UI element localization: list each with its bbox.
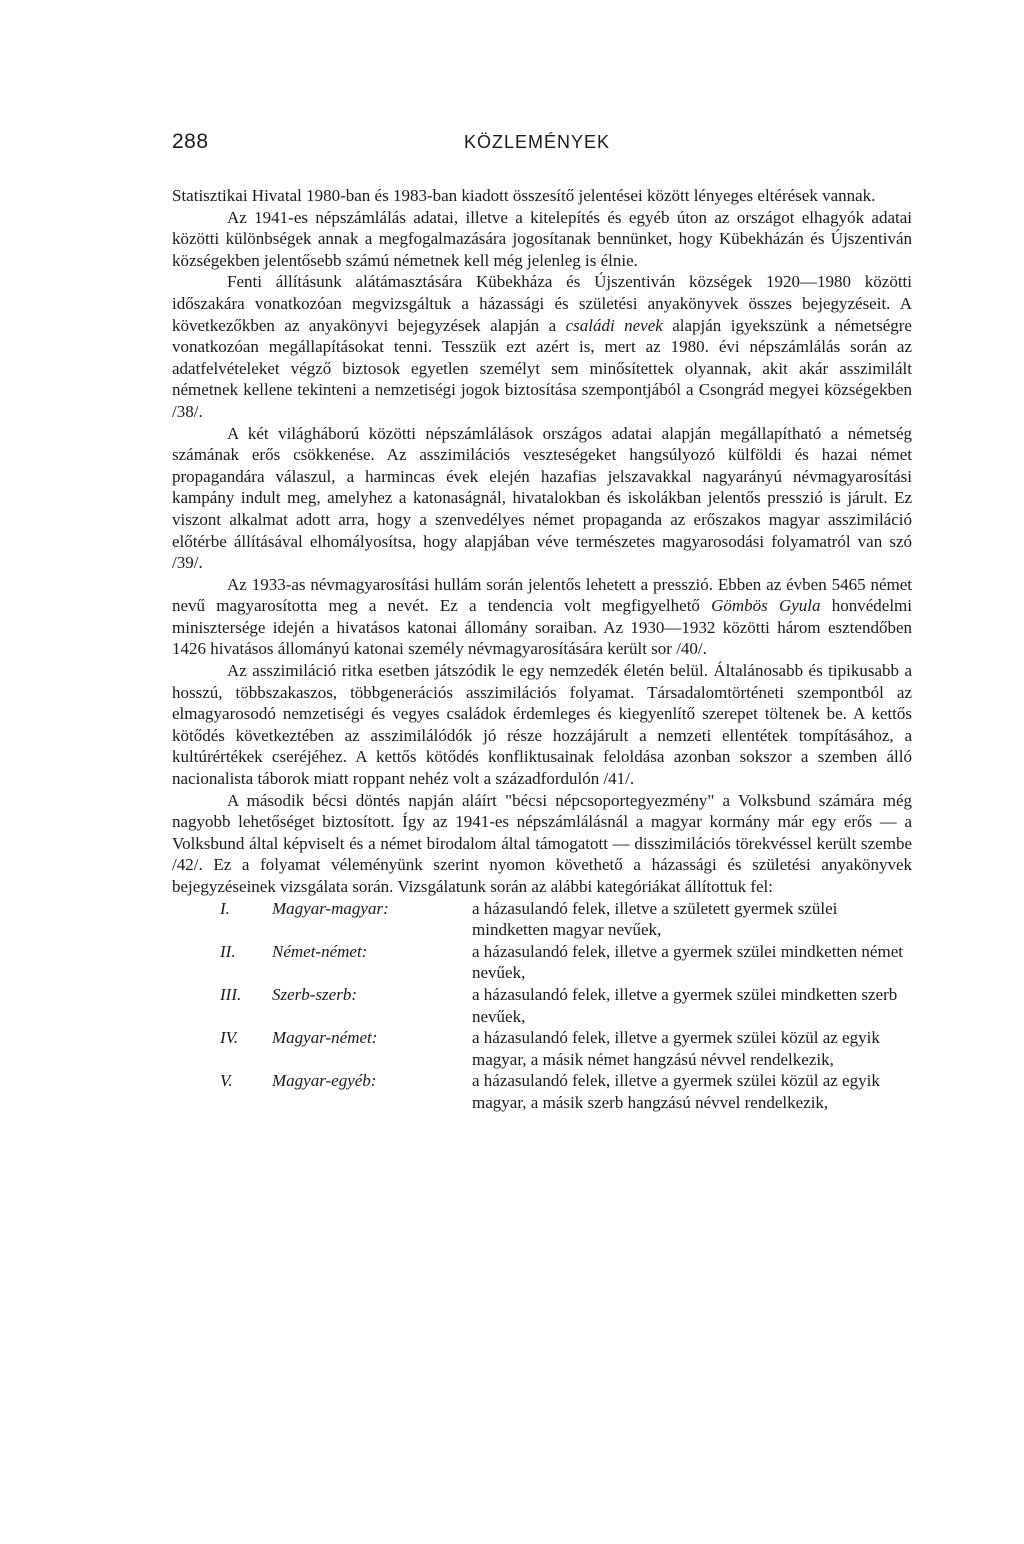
text-run: honvédelmi minisztersége idején a hivatásos katonai állomány soraiban. Az 1930—1932 közötti három esztendőben 1426 hivatásos állományú katonai személy névmagyarosítására került sor /40/. xyxy=(172,596,912,659)
category-number: V. xyxy=(220,1071,233,1091)
text-run: alapján igyekszünk a németségre vonatkozóan megállapításokat tenni. Tesszük ezt azért is, mert az 1980. évi népszámlálás során az adatfelvételeket végző biztosok egyetlen személyt sem minősítettek olyannak, akit akár asszimilált németnek kellene tekinteni a nemzetiségi jogok biztosítása szempontjából a Csongrád megyei községekben /38/. xyxy=(172,315,912,421)
category-item xyxy=(172,1027,912,1070)
category-item xyxy=(172,984,912,1027)
paragraph xyxy=(172,271,912,422)
running-head: KÖZLEMÉNYEK xyxy=(464,132,611,152)
paragraph: A második bécsi döntés napján aláírt "bécsi népcsoportegyezmény" a Volksbund számára még nagyobb lehetőséget biztosított. Így az 1941-es népszámlálásnál a magyar kormány már egy erős — a Volksbund által képviselt és a német birodalom által támogatott — disszimilációs törekvéssel került szembe /42/. Ez a folyamat véleményünk szerint nyomon követhető a házassági és születési anyakönyvek bejegyzéseinek vizsgálata során. Vizsgálatunk során az alábbi kategóriákat állítottuk fel: xyxy=(172,790,912,896)
category-name: Magyar-magyar: xyxy=(272,898,389,918)
article-body xyxy=(172,185,912,1114)
category-description: a házasulandó felek, illetve a gyermek szülei közül az egyik magyar, a másik szerb hangzású névvel rendelkezik, xyxy=(472,1071,880,1112)
category-item xyxy=(172,898,912,941)
category-name: Német-német: xyxy=(272,941,368,961)
text-run: Fenti állításunk alátámasztására Kübekháza és Újszentiván községek 1920—1980 közötti időszakára vonatkozóan megvizsgáltuk a házassági és születési anyakönyvek összes bejegyzéseit. A következőkben az anyakönyvi bejegyzések alapján a xyxy=(172,272,912,335)
page-header xyxy=(172,130,912,160)
category-description: a házasulandó felek, illetve a gyermek szülei mindketten német nevűek, xyxy=(472,941,903,983)
paragraph xyxy=(172,574,912,660)
category-list xyxy=(172,898,912,1114)
category-number: I. xyxy=(220,898,230,918)
paragraph: Az 1941-es népszámlálás adatai, illetve a kitelepítés és egyéb úton az országot elhagyók adatai közötti különbségek annak a megfogalmazására jogosítanak bennünket, hogy Kübekházán és Újszentiván községekben jelentősebb számú németnek kell még jelenleg is élnie. xyxy=(172,207,912,270)
text-run: Az 1933-as névmagyarosítási hullám során jelentős lehetett a presszió. Ebben az évben 5465 német nevű magyarosította meg a nevét. Ez a tendencia volt megfigyelhető xyxy=(172,574,912,616)
page-number: 288 xyxy=(172,130,209,153)
category-name: Szerb-szerb: xyxy=(272,984,357,1004)
category-name: Magyar-német: xyxy=(272,1028,378,1048)
category-description: a házasulandó felek, illetve a született gyermek szülei mindketten magyar nevűek, xyxy=(472,898,838,940)
category-item xyxy=(172,941,912,984)
paragraph-continued: Statisztikai Hivatal 1980-ban és 1983-ban kiadott összesítő jelentései között lényeges eltérések vannak. xyxy=(172,186,876,205)
italic-person-name: Gömbös Gyula xyxy=(711,596,821,616)
category-description: a házasulandó felek, illetve a gyermek szülei közül az egyik magyar, a másik német hangzású névvel rendelkezik, xyxy=(472,1028,880,1069)
category-name: Magyar-egyéb: xyxy=(272,1071,377,1091)
paragraph: Az asszimiláció ritka esetben játszódik le egy nemzedék életén belül. Általánosabb és tipikusabb a hosszú, többszakaszos, többgenerációs asszimilációs folyamat. Társadalomtörténeti szempontból az elmagyarosodó nemzetiségi és vegyes családok érdemleges és kiegyenlítő szerepet töltenek be. A kettős kötődés következtében az asszimilálódók jó része hozzájárult a nemzeti ellentétek tompításához, a kultúrértékek cseréjéhez. A kettős kötődés konfliktusainak feloldása azonban sokszor a szemben álló nacionalista táborok miatt roppant nehéz volt a századfordulón /41/. xyxy=(172,661,912,789)
category-number: IV. xyxy=(220,1028,239,1048)
category-number: II. xyxy=(220,941,236,961)
category-description: a házasulandó felek, illetve a gyermek szülei mindketten szerb nevűek, xyxy=(472,984,898,1026)
category-item xyxy=(172,1070,912,1113)
italic-term: családi nevek xyxy=(565,315,663,335)
paragraph: A két világháború közötti népszámlálások országos adatai alapján megállapítható a németség számának erős csökkenése. Az asszimilációs veszteségeket hangsúlyozó külföldi és hazai német propagandára válaszul, a harmincas évek elején hazafias jelszavakkal nagyarányú névmagyarosítási kampány indult meg, amelyhez a katonaságnál, hivatalokban és iskolákban jelentős presszió is járult. Ez viszont alkalmat adott arra, hogy a szenvedélyes német propaganda az erőszakos magyar asszimiláció előtérbe állításával elhomályosítsa, hogy alapjában véve természetes magyarosodási folyamatról van szó /39/. xyxy=(172,423,912,573)
category-number: III. xyxy=(220,984,242,1004)
